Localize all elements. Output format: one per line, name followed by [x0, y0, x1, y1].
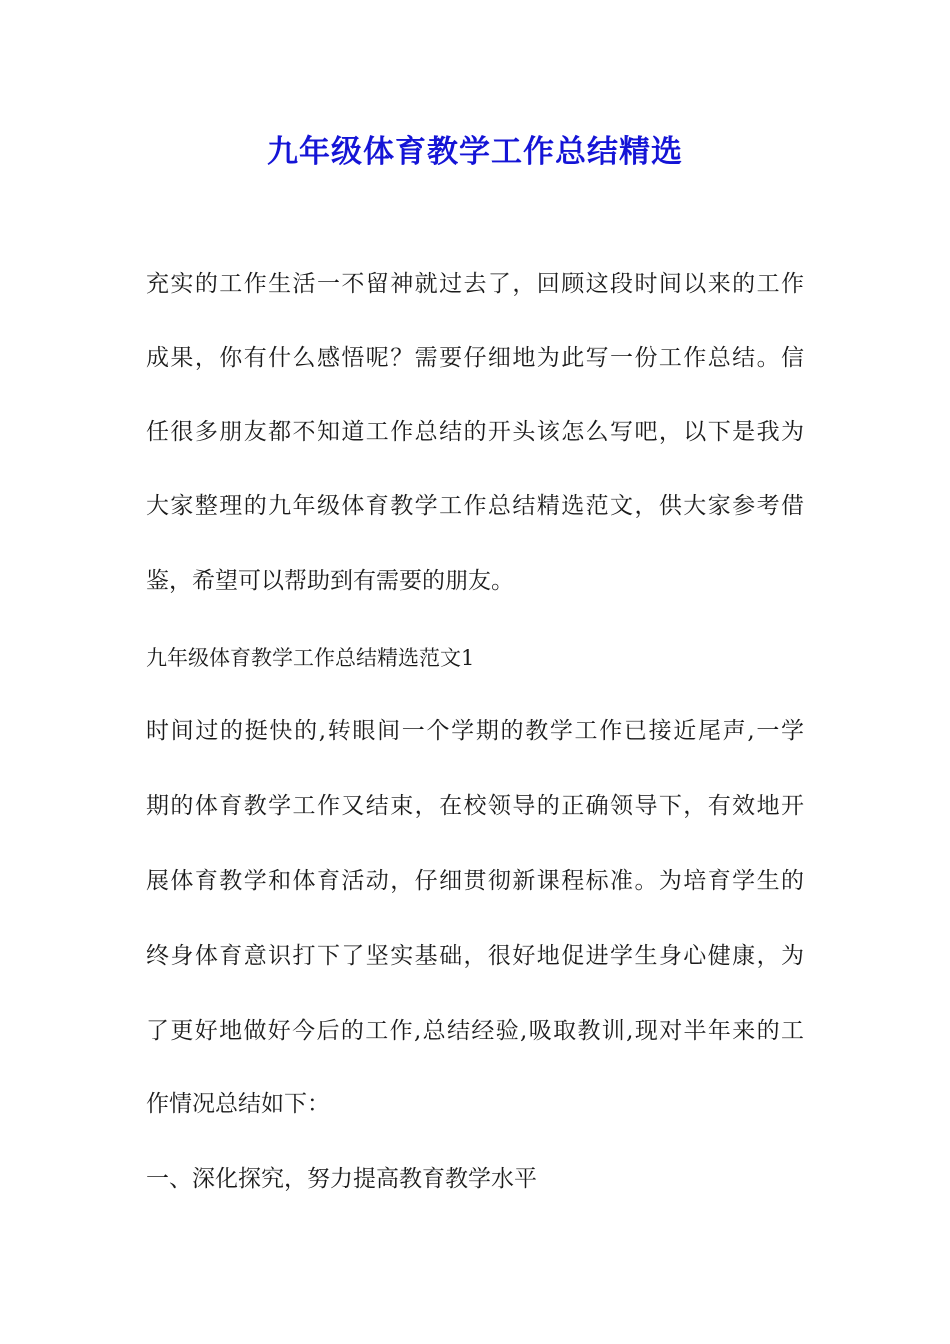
body-line-2: 期的体育教学工作又结束，在校领导的正确领导下，有效地开 [146, 793, 804, 819]
intro-line-3: 任很多朋友都不知道工作总结的开头该怎么写吧，以下是我为 [146, 419, 804, 445]
intro-line-4: 大家整理的九年级体育教学工作总结精选范文，供大家参考借 [146, 493, 804, 519]
section-heading: 九年级体育教学工作总结精选范文1 [146, 646, 475, 670]
document-title: 九年级体育教学工作总结精选 [267, 134, 683, 170]
body-line-4: 终身体育意识打下了坚实基础，很好地促进学生身心健康，为 [146, 943, 804, 969]
intro-line-1: 充实的工作生活一不留神就过去了，回顾这段时间以来的工作 [146, 271, 804, 297]
body-line-5: 了更好地做好今后的工作,总结经验,吸取教训,现对半年来的工 [146, 1018, 804, 1044]
body-line-6: 作情况总结如下： [146, 1091, 330, 1117]
intro-line-2: 成果，你有什么感悟呢？需要仔细地为此写一份工作总结。信 [146, 345, 804, 371]
body-line-1: 时间过的挺快的,转眼间一个学期的教学工作已接近尾声,一学 [146, 718, 804, 744]
body-line-3: 展体育教学和体育活动，仔细贯彻新课程标准。为培育学生的 [146, 868, 804, 894]
subheading-1: 一、深化探究，努力提高教育教学水平 [146, 1166, 537, 1192]
intro-line-5: 鉴，希望可以帮助到有需要的朋友。 [146, 568, 514, 594]
